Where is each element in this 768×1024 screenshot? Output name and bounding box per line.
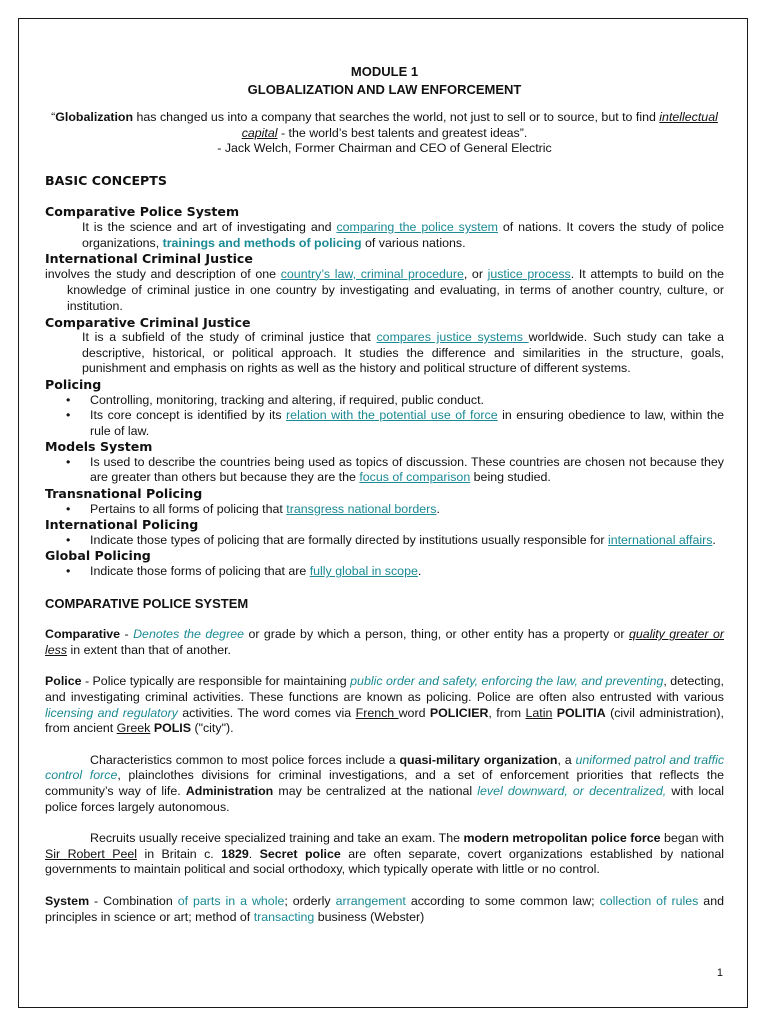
international-text-1: Indicate those types of policing that are formally directed by institutions usually responsible for bbox=[90, 532, 608, 547]
global-heading: Global Policing bbox=[45, 548, 151, 564]
icj-definition bbox=[45, 267, 724, 315]
char-teal-1: uniformed patrol and traffic control force bbox=[45, 752, 725, 783]
policing-link-force[interactable]: relation with the potential use of force bbox=[286, 408, 498, 423]
char-text-3: , plainclothes divisions for criminal investigations, and a set of enforcement priorities that reflects the community’s way of life. bbox=[45, 768, 724, 798]
police-text-4: word bbox=[398, 705, 430, 720]
cps-link-comparing[interactable]: comparing the police system bbox=[336, 219, 498, 234]
police-latin: Latin bbox=[525, 705, 553, 720]
transnational-text-1: Pertains to all forms of policing that bbox=[90, 501, 287, 516]
international-text-2: . bbox=[712, 532, 716, 547]
comparative-definition bbox=[45, 627, 724, 658]
global-text-2: . bbox=[417, 564, 422, 579]
recruits-text-2: began with bbox=[660, 831, 725, 846]
recruits-text-3: in Britain c. bbox=[137, 846, 222, 861]
models-text-2: being studied. bbox=[470, 470, 551, 485]
police-text-5: , from bbox=[488, 705, 526, 720]
recruits-text-4: . bbox=[248, 846, 260, 861]
policing-bullet-1-text: Controlling, monitoring, tracking and altering, if required, public conduct. bbox=[90, 392, 484, 407]
ccj-text-1: It is a subfield of the study of criminal justice that bbox=[82, 330, 377, 345]
policing-bullet-2-text-2: in ensuring obedience to law, within the rule of law. bbox=[90, 408, 724, 438]
policing-bullet-1 bbox=[45, 393, 724, 409]
cps-text-1: It is the science and art of investigating and bbox=[82, 219, 337, 234]
recruits-paragraph bbox=[45, 831, 724, 878]
module-label: MODULE 1 bbox=[350, 64, 419, 79]
bullet-dot: • bbox=[66, 532, 71, 547]
transnational-link-borders[interactable]: transgress national borders bbox=[286, 501, 437, 516]
models-text-1: Is used to describe the countries being used as topics of discussion. These countries are chosen not because they are greater than others but because they are the bbox=[90, 454, 724, 485]
cps-heading: Comparative Police System bbox=[45, 204, 240, 220]
comparative-text-1: or grade by which a person, thing, or other entity has a property or bbox=[243, 627, 630, 642]
international-heading: International Policing bbox=[45, 517, 199, 533]
page-content bbox=[45, 63, 724, 925]
transnational-bullet bbox=[45, 502, 724, 518]
quote-text-1: has changed us into a company that searches the world, not just to sell or to source, but to find bbox=[133, 110, 660, 124]
policing-bullet-2 bbox=[45, 408, 724, 439]
police-text-2: , detecting, and investigating criminal activities. These functions are known as policing. Police are often also entrusted with various bbox=[45, 674, 724, 704]
char-text-4: may be centralized at the national bbox=[273, 783, 478, 798]
system-text-5: business (Webster) bbox=[314, 909, 425, 924]
char-text-5: with local police forces largely autonomous. bbox=[45, 783, 725, 814]
module-title: GLOBALIZATION AND LAW ENFORCEMENT bbox=[247, 81, 522, 97]
police-teal-2: licensing and regulatory bbox=[45, 705, 178, 720]
quote-emphasis: intellectual capital bbox=[241, 110, 718, 140]
bullet-dot: • bbox=[66, 392, 71, 407]
police-polis: POLIS bbox=[153, 721, 192, 736]
models-bullet bbox=[45, 455, 724, 486]
models-heading: Models System bbox=[45, 439, 153, 455]
police-text-1: - Police typically are responsible for maintaining bbox=[81, 674, 351, 689]
police-politia: POLITIA bbox=[556, 705, 606, 720]
bullet-dot: • bbox=[66, 408, 71, 423]
police-term: Police bbox=[45, 674, 82, 689]
char-quasi-military: quasi-military organization bbox=[399, 752, 558, 767]
police-definition bbox=[45, 674, 724, 736]
global-text-1: Indicate those forms of policing that are bbox=[90, 564, 310, 579]
quote-lead: Globalization bbox=[55, 110, 134, 124]
system-definition bbox=[45, 894, 724, 925]
bullet-dot: • bbox=[66, 564, 71, 579]
recruits-robert-peel: Sir Robert Peel bbox=[45, 846, 138, 861]
models-link-focus[interactable]: focus of comparison bbox=[359, 470, 471, 485]
international-bullet bbox=[45, 533, 724, 549]
police-text-9: ("city"). bbox=[191, 721, 234, 736]
char-administration: Administration bbox=[185, 783, 274, 798]
comparative-text-2: in extent than that of another. bbox=[67, 642, 231, 657]
quote-open: “ bbox=[51, 110, 56, 124]
char-text-1: Characteristics common to most police forces include a bbox=[90, 752, 400, 767]
policing-heading: Policing bbox=[45, 376, 102, 392]
ccj-definition bbox=[45, 330, 724, 377]
cps-definition bbox=[45, 220, 724, 251]
cps-text-3: of various nations. bbox=[361, 235, 466, 250]
comparative-teal: Denotes the degree bbox=[133, 627, 244, 642]
police-text-7: (civil administration), from ancient bbox=[45, 705, 724, 736]
basic-concepts-heading: BASIC CONCEPTS bbox=[45, 172, 167, 188]
police-greek: Greek bbox=[116, 721, 151, 736]
bullet-dot: • bbox=[66, 454, 71, 469]
comparative-dash: - bbox=[120, 627, 134, 642]
system-text-4: and principles in science or art; method of bbox=[45, 893, 724, 924]
quote-attribution: - Jack Welch, Former Chairman and CEO of General Electric bbox=[217, 141, 552, 156]
cps-section-heading: COMPARATIVE POLICE SYSTEM bbox=[45, 595, 249, 611]
police-french: French bbox=[355, 705, 399, 720]
system-text-2: ; orderly bbox=[284, 893, 336, 908]
recruits-secret-police: Secret police bbox=[259, 846, 341, 861]
quote-text-2: - the world’s best talents and greatest ideas”. bbox=[277, 125, 528, 140]
char-teal-2: level downward, or decentralized, bbox=[477, 783, 667, 798]
police-text-3: activities. The word comes via bbox=[177, 705, 356, 720]
icj-link-justice-process[interactable]: justice process bbox=[487, 266, 571, 281]
international-link-affairs[interactable]: international affairs bbox=[607, 532, 713, 547]
police-teal-1: public order and safety, enforcing the law, and preventing bbox=[350, 674, 664, 689]
system-text-1: - Combination bbox=[89, 893, 178, 908]
comparative-emphasis: quality greater or less bbox=[45, 627, 725, 657]
system-text-3: according to some common law; bbox=[405, 893, 600, 908]
recruits-text-1: Recruits usually receive specialized training and take an exam. The bbox=[90, 831, 464, 846]
characteristics-paragraph bbox=[45, 753, 724, 815]
page-number: 1 bbox=[716, 967, 723, 979]
document-page bbox=[18, 18, 748, 1008]
ccj-heading: Comparative Criminal Justice bbox=[45, 314, 251, 330]
system-teal-2: arrangement bbox=[335, 893, 406, 908]
icj-text-1: involves the study and description of one bbox=[45, 266, 281, 281]
comparative-term: Comparative bbox=[45, 627, 121, 642]
system-teal-1: of parts in a whole bbox=[177, 893, 285, 908]
system-term: System bbox=[45, 893, 90, 908]
police-policier: POLICIER bbox=[429, 705, 489, 720]
cps-bold-trainings: trainings and methods of policing bbox=[162, 235, 362, 250]
icj-text-3: . It attempts to build on the knowledge of criminal justice in one country by investigating and evaluating, in terms of another country, culture, or institution. bbox=[67, 266, 724, 313]
transnational-heading: Transnational Policing bbox=[45, 486, 203, 502]
char-text-2: , a bbox=[557, 752, 576, 767]
ccj-link-compares[interactable]: compares justice systems bbox=[376, 330, 529, 345]
bullet-dot: • bbox=[66, 501, 71, 516]
recruits-modern-force: modern metropolitan police force bbox=[463, 831, 661, 846]
quote bbox=[45, 110, 724, 141]
global-bullet bbox=[45, 564, 724, 580]
icj-link-country-law[interactable]: country’s law, criminal procedure bbox=[280, 266, 464, 281]
transnational-text-2: . bbox=[436, 501, 440, 516]
global-link-scope[interactable]: fully global in scope bbox=[309, 564, 418, 579]
recruits-text-5: are often separate, covert organizations established by national governments to maintain political and social orthodoxy, which typically operate with little or no control. bbox=[45, 846, 725, 877]
system-teal-4: transacting bbox=[253, 909, 315, 924]
cps-text-2: of nations. It covers the study of police organizations, bbox=[82, 219, 724, 250]
icj-heading: International Criminal Justice bbox=[45, 251, 253, 267]
system-teal-3: collection of rules bbox=[599, 893, 699, 908]
icj-text-2: , or bbox=[463, 266, 488, 281]
recruits-year: 1829 bbox=[221, 846, 249, 861]
ccj-text-2: worldwide. Such study can take a descriptive, historical, or political approach. It studies the difference and similarities in the structure, goals, punishment and emphasis on rights as well as the history and political structure of different systems. bbox=[82, 330, 725, 376]
policing-bullet-2-text-1: Its core concept is identified by its bbox=[90, 408, 287, 423]
